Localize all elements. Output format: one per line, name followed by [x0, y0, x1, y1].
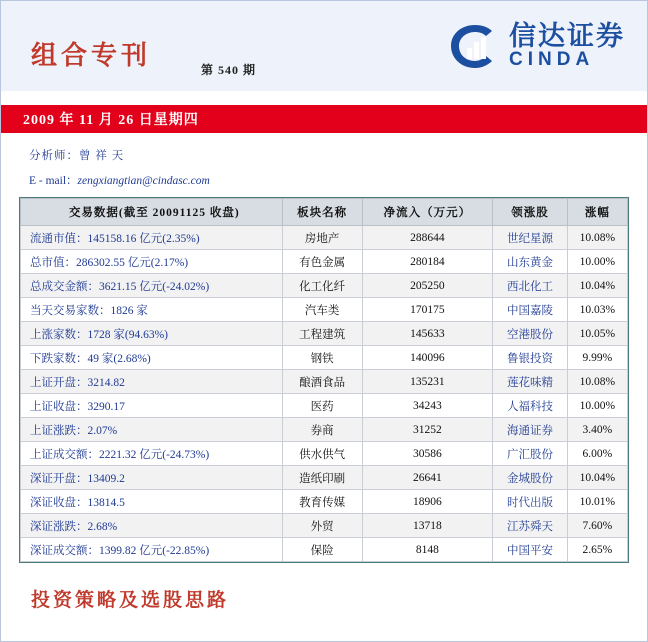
cell-inflow: 34243 [362, 394, 493, 418]
divider [19, 622, 629, 623]
column-header-inflow: 净流入（万元） [362, 199, 493, 226]
cell-leader: 西北化工 [493, 274, 567, 298]
table-row [21, 490, 628, 514]
table-row [21, 514, 628, 538]
cell-leader: 中国平安 [493, 538, 567, 562]
column-header-stats: 交易数据(截至 20091125 收盘) [21, 199, 283, 226]
table-row [21, 418, 628, 442]
column-header-sector: 板块名称 [282, 199, 362, 226]
cell-inflow: 31252 [362, 418, 493, 442]
cell-sector: 钢铁 [282, 346, 362, 370]
cell-sector: 医药 [282, 394, 362, 418]
cell-inflow: 13718 [362, 514, 493, 538]
cell-leader: 鲁银投资 [493, 346, 567, 370]
cell-change: 3.40% [567, 418, 627, 442]
cell-change: 6.00% [567, 442, 627, 466]
analyst-block [1, 133, 647, 188]
email-address[interactable]: zengxiangtian@cindasc.com [77, 175, 210, 187]
cell-stat: 总成交金额：3621.15 亿元(-24.02%) [21, 274, 283, 298]
cell-leader: 金城股份 [493, 466, 567, 490]
table-row [21, 298, 628, 322]
cell-change: 10.04% [567, 466, 627, 490]
email-label: E - mail： [29, 175, 78, 187]
cell-stat: 总市值：286302.55 亿元(2.17%) [21, 250, 283, 274]
table-row [21, 250, 628, 274]
market-data-table [19, 197, 629, 563]
cell-leader: 空港股份 [493, 322, 567, 346]
table-row [21, 394, 628, 418]
cell-stat: 深证收盘：13814.5 [21, 490, 283, 514]
cell-inflow: 288644 [362, 226, 493, 250]
cell-sector: 房地产 [282, 226, 362, 250]
column-header-leader: 领涨股 [493, 199, 567, 226]
issue-number: 第 540 期 [201, 63, 257, 77]
cell-inflow: 170175 [362, 298, 493, 322]
cell-inflow: 8148 [362, 538, 493, 562]
cell-leader: 莲花味精 [493, 370, 567, 394]
cell-change: 10.00% [567, 394, 627, 418]
cell-sector: 酿酒食品 [282, 370, 362, 394]
document-header [1, 1, 647, 93]
brand-name-en: CINDA [509, 49, 595, 70]
cell-change: 9.99% [567, 346, 627, 370]
cell-sector: 供水供气 [282, 442, 362, 466]
cell-change: 2.65% [567, 538, 627, 562]
cell-change: 10.01% [567, 490, 627, 514]
table-row [21, 442, 628, 466]
cell-leader: 中国嘉陵 [493, 298, 567, 322]
cell-stat: 深证涨跌：2.68% [21, 514, 283, 538]
cell-inflow: 30586 [362, 442, 493, 466]
cell-sector: 有色金属 [282, 250, 362, 274]
cell-inflow: 26641 [362, 466, 493, 490]
cell-sector: 券商 [282, 418, 362, 442]
table-row [21, 370, 628, 394]
cell-inflow: 140096 [362, 346, 493, 370]
cell-change: 10.03% [567, 298, 627, 322]
cell-leader: 江苏舜天 [493, 514, 567, 538]
table-row [21, 226, 628, 250]
cell-sector: 保险 [282, 538, 362, 562]
cell-change: 10.00% [567, 250, 627, 274]
cell-inflow: 135231 [362, 370, 493, 394]
cell-change: 10.08% [567, 226, 627, 250]
cell-inflow: 205250 [362, 274, 493, 298]
cell-inflow: 280184 [362, 250, 493, 274]
cell-stat: 上证收盘：3290.17 [21, 394, 283, 418]
table-row [21, 274, 628, 298]
table-row [21, 322, 628, 346]
cell-stat: 下跌家数：49 家(2.68%) [21, 346, 283, 370]
date-text: 2009 年 11 月 26 日星期四 [23, 113, 199, 128]
cell-sector: 外贸 [282, 514, 362, 538]
table-row [21, 466, 628, 490]
cell-sector: 教育传媒 [282, 490, 362, 514]
analyst-email [29, 172, 647, 188]
cell-inflow: 145633 [362, 322, 493, 346]
cell-change: 10.04% [567, 274, 627, 298]
section-heading: 投资策略及选股思路 [31, 589, 230, 611]
cell-change: 10.08% [567, 370, 627, 394]
cell-stat: 深证成交额：1399.82 亿元(-22.85%) [21, 538, 283, 562]
cell-sector: 工程建筑 [282, 322, 362, 346]
column-header-change: 涨幅 [567, 199, 627, 226]
cell-stat: 当天交易家数：1826 家 [21, 298, 283, 322]
table-row [21, 346, 628, 370]
cell-inflow: 18906 [362, 490, 493, 514]
analyst-name: 分析师：曾 祥 天 [29, 150, 125, 162]
cell-change: 10.05% [567, 322, 627, 346]
cell-stat: 流通市值：145158.16 亿元(2.35%) [21, 226, 283, 250]
cell-stat: 上证涨跌：2.07% [21, 418, 283, 442]
brand-logo [449, 23, 625, 71]
cell-leader: 人福科技 [493, 394, 567, 418]
page-title: 组合专刊 [31, 41, 152, 71]
cell-stat: 上证开盘：3214.82 [21, 370, 283, 394]
cell-leader: 山东黄金 [493, 250, 567, 274]
cell-sector: 造纸印刷 [282, 466, 362, 490]
cell-stat: 上证成交额：2221.32 亿元(-24.73%) [21, 442, 283, 466]
cell-change: 7.60% [567, 514, 627, 538]
table-header-row [21, 199, 628, 226]
date-bar [1, 105, 647, 133]
cell-sector: 化工化纤 [282, 274, 362, 298]
cinda-logo-icon [449, 24, 501, 70]
cell-sector: 汽车类 [282, 298, 362, 322]
cell-stat: 深证开盘：13409.2 [21, 466, 283, 490]
cell-stat: 上涨家数：1728 家(94.63%) [21, 322, 283, 346]
cell-leader: 时代出版 [493, 490, 567, 514]
cell-leader: 广汇股份 [493, 442, 567, 466]
cell-leader: 海通证券 [493, 418, 567, 442]
table-row [21, 538, 628, 562]
brand-name-cn: 信达证券 [509, 21, 625, 52]
cell-leader: 世纪星源 [493, 226, 567, 250]
